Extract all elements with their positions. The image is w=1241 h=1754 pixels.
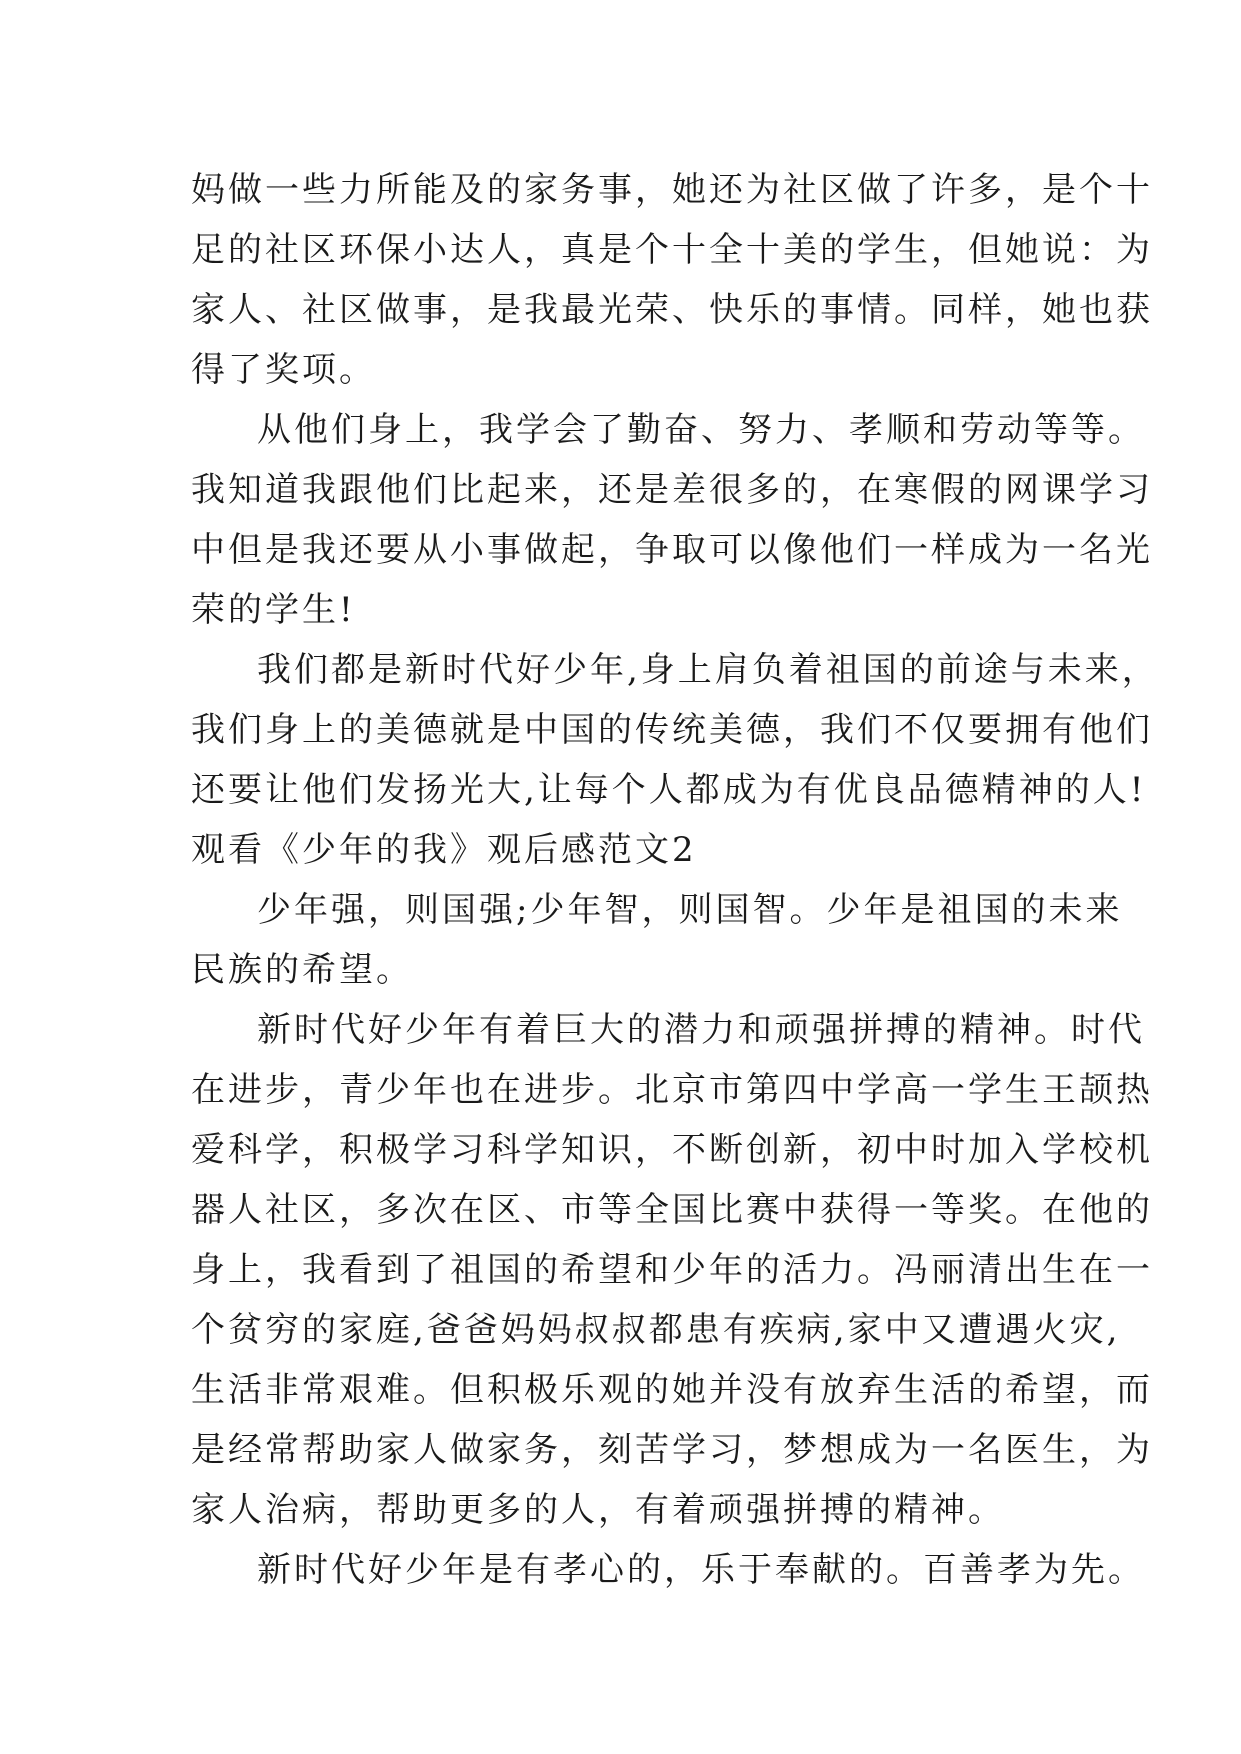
text-line: 少年强，则国强;少年智，则国智。少年是祖国的未来 xyxy=(257,890,1123,930)
text-line: 妈做一些力所能及的家务事，她还为社区做了许多，是个十 xyxy=(191,170,1153,210)
text-line: 得了奖项。 xyxy=(191,350,376,390)
text-line: 器人社区，多次在区、市等全国比赛中获得一等奖。在他的 xyxy=(191,1190,1153,1230)
text-line: 家人治病，帮助更多的人，有着顽强拼搏的精神。 xyxy=(191,1490,1005,1530)
text-line: 在进步，青少年也在进步。北京市第四中学高一学生王颉热 xyxy=(191,1070,1153,1110)
text-line: 我们都是新时代好少年,身上肩负着祖国的前途与未来， xyxy=(257,650,1159,690)
text-line: 新时代好少年是有孝心的，乐于奉献的。百善孝为先。 xyxy=(257,1550,1145,1590)
text-line: 从他们身上，我学会了勤奋、努力、孝顺和劳动等等。 xyxy=(257,410,1145,450)
text-line: 身上，我看到了祖国的希望和少年的活力。冯丽清出生在一 xyxy=(191,1250,1153,1290)
text-line: 爱科学，积极学习科学知识，不断创新，初中时加入学校机 xyxy=(191,1130,1153,1170)
text-line: 中但是我还要从小事做起，争取可以像他们一样成为一名光 xyxy=(191,530,1153,570)
text-line: 个贫穷的家庭,爸爸妈妈叔叔都患有疾病,家中又遭遇火灾, xyxy=(191,1310,1121,1350)
text-line: 还要让他们发扬光大,让每个人都成为有优良品德精神的人! xyxy=(191,770,1147,810)
text-line: 生活非常艰难。但积极乐观的她并没有放弃生活的希望，而 xyxy=(191,1370,1153,1410)
text-line: 我知道我跟他们比起来，还是差很多的，在寒假的网课学习 xyxy=(191,470,1153,510)
document-body xyxy=(191,160,1159,1600)
section-heading: 观看《少年的我》观后感范文2 xyxy=(191,830,697,870)
text-line: 民族的希望。 xyxy=(191,950,413,990)
text-line: 荣的学生! xyxy=(191,590,356,630)
text-line: 新时代好少年有着巨大的潜力和顽强拼搏的精神。时代 xyxy=(257,1010,1145,1050)
text-line: 是经常帮助家人做家务，刻苦学习，梦想成为一名医生，为 xyxy=(191,1430,1153,1470)
text-line: 我们身上的美德就是中国的传统美德，我们不仅要拥有他们 xyxy=(191,710,1153,750)
text-line: 足的社区环保小达人，真是个十全十美的学生，但她说：为 xyxy=(191,230,1153,270)
text-line: 家人、社区做事，是我最光荣、快乐的事情。同样，她也获 xyxy=(191,290,1153,330)
